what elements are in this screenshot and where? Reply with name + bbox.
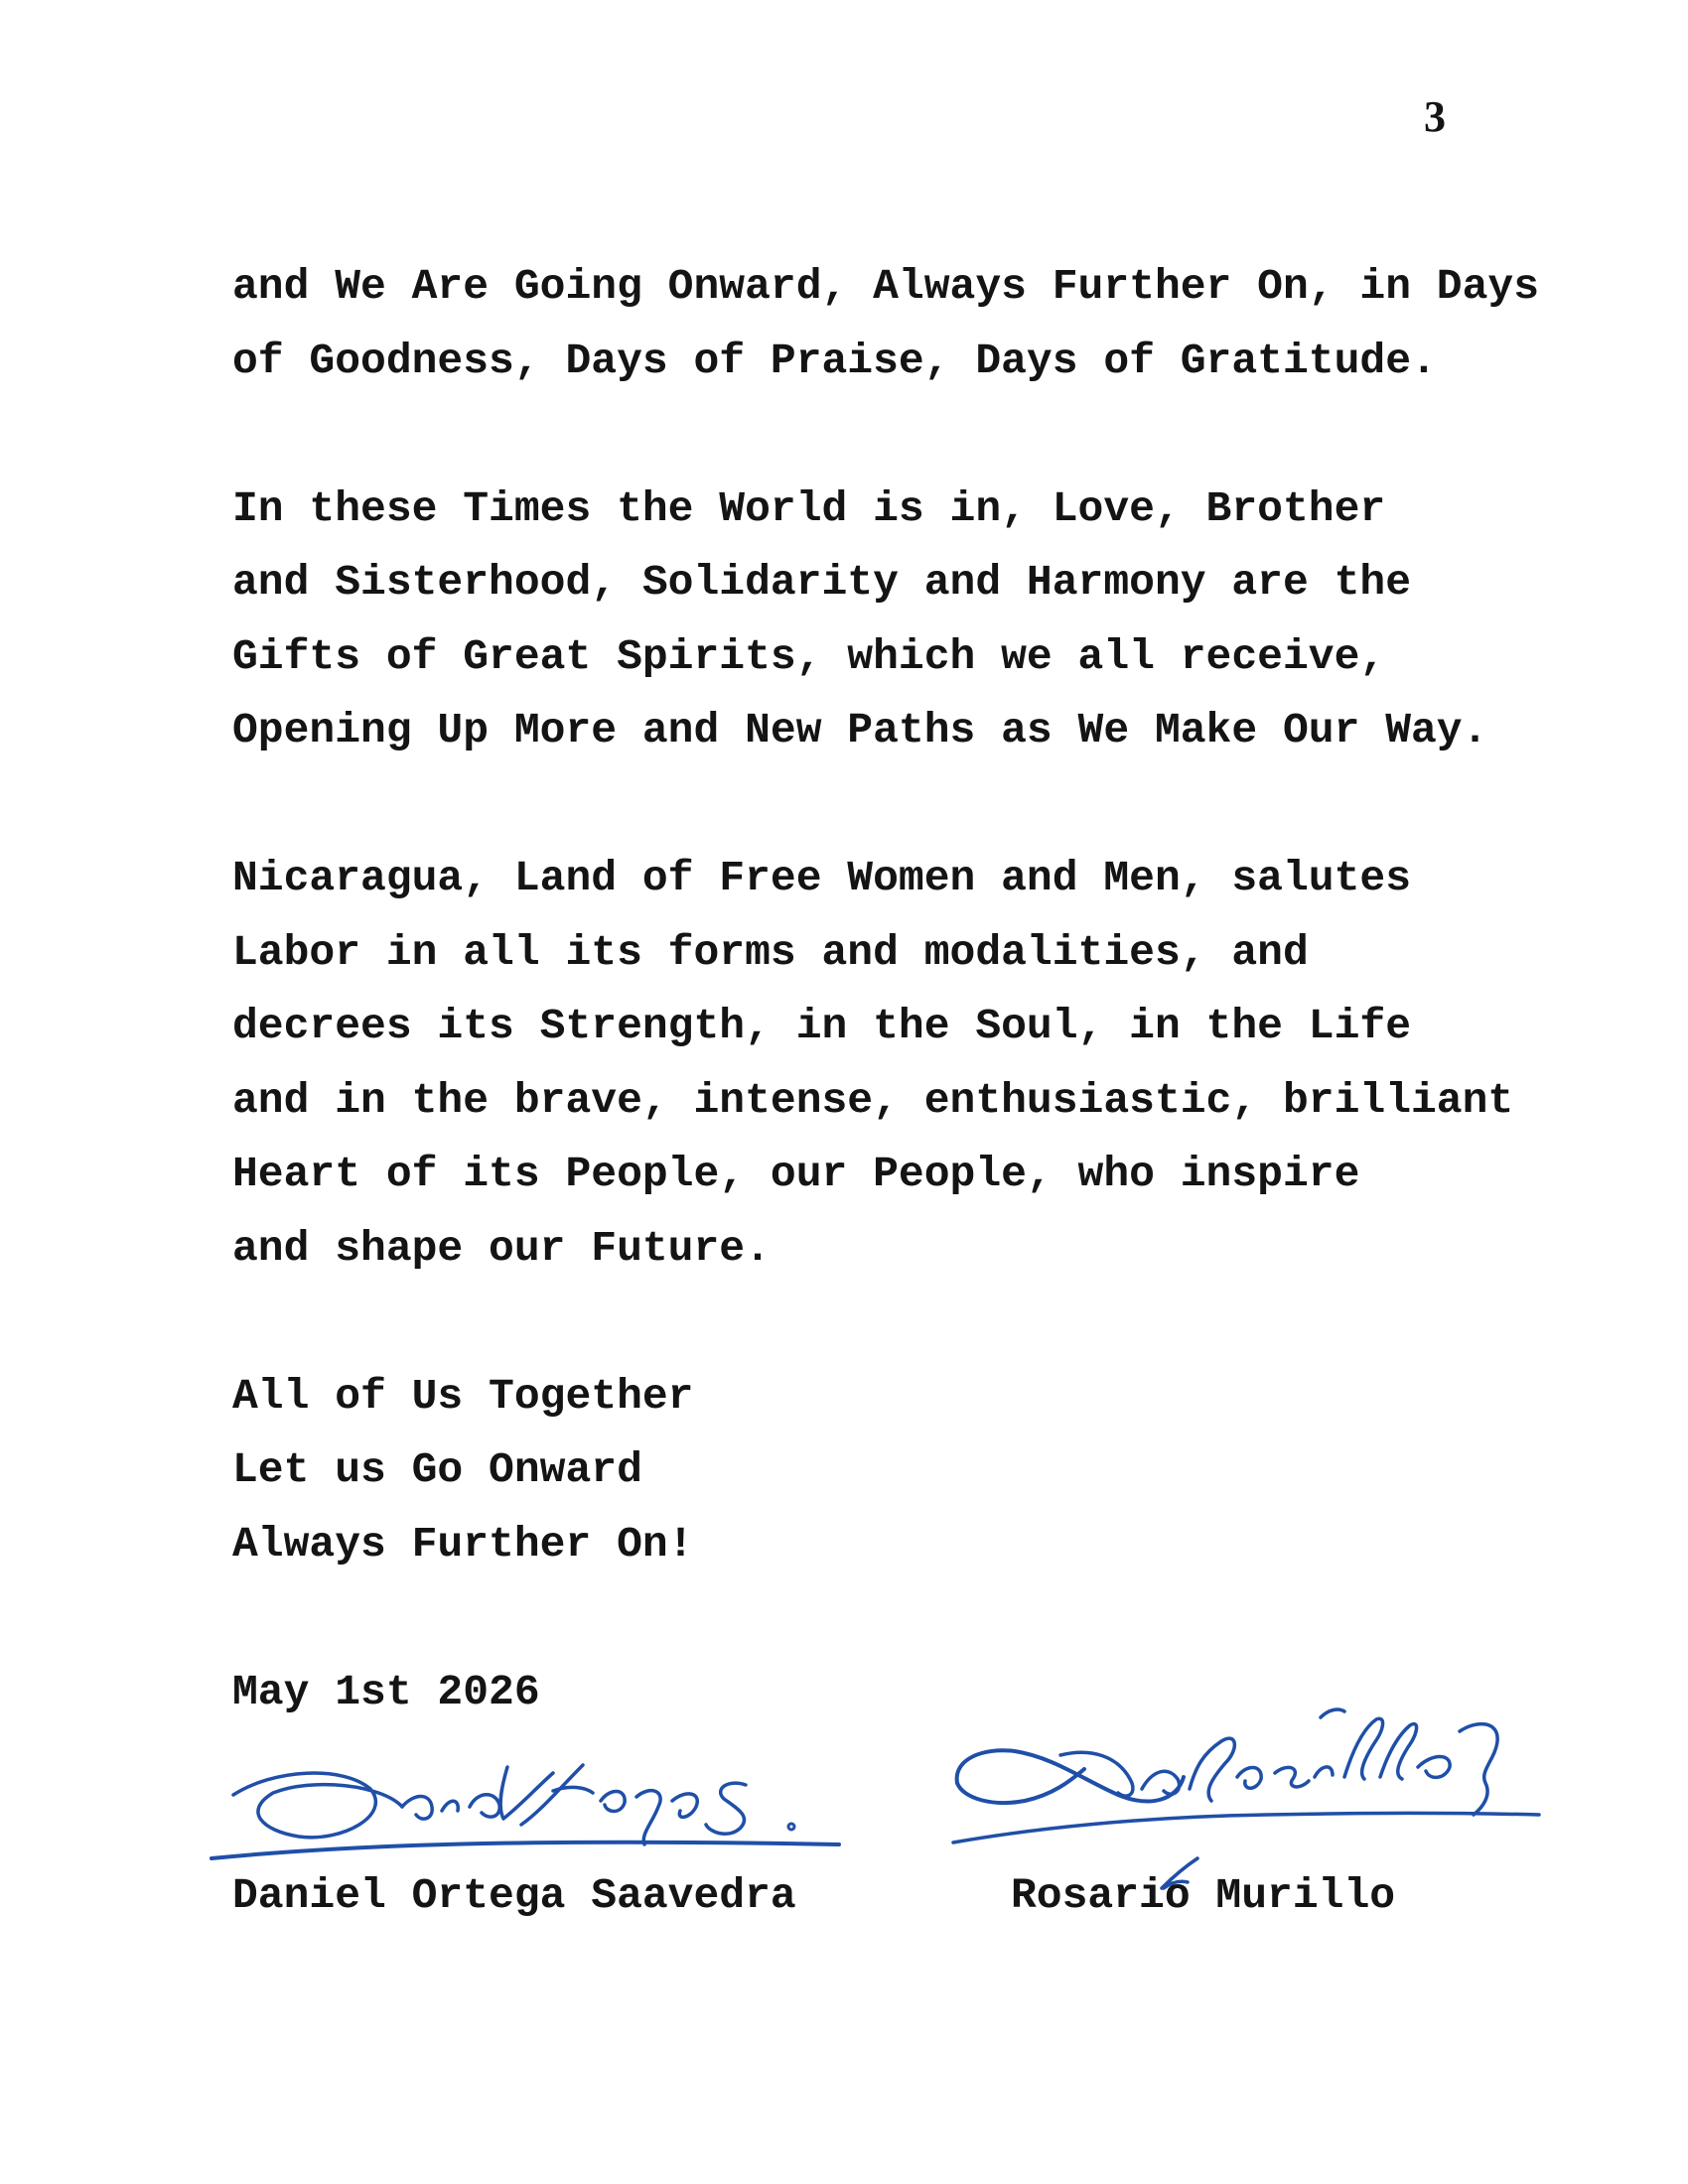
paragraph-line: and in the brave, intense, enthusiastic, brilliant [232, 1075, 1514, 1125]
signature-rosario-murillo [943, 1668, 1549, 1906]
closing-line: Always Further On! [232, 1519, 694, 1569]
paragraph-line: Labor in all its forms and modalities, and [232, 927, 1309, 977]
signer-name-left: Daniel Ortega Saavedra [232, 1871, 796, 1920]
paragraph-2 [232, 473, 1488, 768]
closing-line: Let us Go Onward [232, 1445, 642, 1494]
paragraph-line: Opening Up More and New Paths as We Make Our Way. [232, 706, 1488, 754]
paragraph-line: of Goodness, Days of Praise, Days of Gratitude. [232, 336, 1437, 385]
closing-line: All of Us Together [232, 1371, 694, 1421]
letter-body [232, 250, 1540, 1804]
paragraph-line: and shape our Future. [232, 1223, 771, 1273]
paragraph-line: Gifts of Great Spirits, which we all receive, [232, 631, 1386, 681]
paragraph-line: and We Are Going Onward, Always Further On, in Days [232, 262, 1540, 311]
signer-name-right: Rosario Murillo [1011, 1871, 1396, 1920]
page-number: 3 [1424, 92, 1446, 141]
date: May 1st 2026 [232, 1667, 540, 1716]
paragraph-line: Nicaragua, Land of Free Women and Men, salutes [232, 854, 1411, 902]
paragraph-line: In these Times the World is in, Love, Brother [232, 483, 1386, 533]
paragraph-3 [232, 842, 1514, 1286]
paragraph-line: Heart of its People, our People, who inspire [232, 1150, 1360, 1198]
signature-daniel-ortega [204, 1727, 849, 1876]
paragraph-line: and Sisterhood, Solidarity and Harmony are the [232, 558, 1411, 607]
closing-lines [232, 1360, 1449, 1582]
paragraph-line: decrees its Strength, in the Soul, in the Life [232, 1002, 1411, 1050]
paragraph-1 [232, 250, 1540, 398]
signature-block [0, 1727, 1688, 1946]
